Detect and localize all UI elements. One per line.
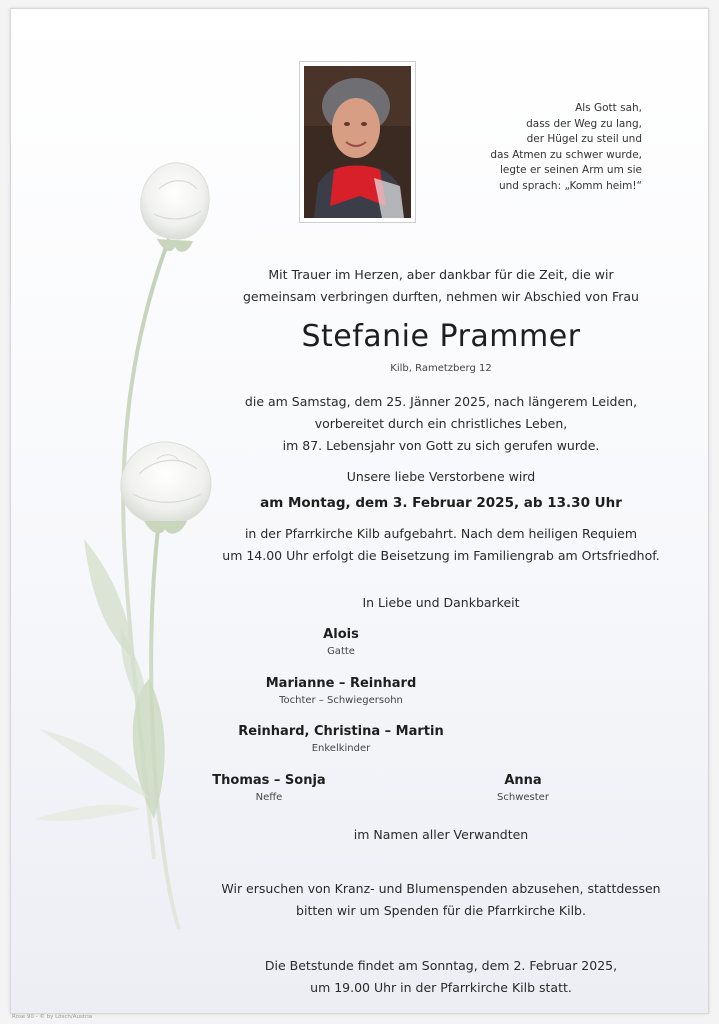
donations-line: Wir ersuchen von Kranz- und Blumenspenden abzusehen, stattdessen (221, 881, 661, 896)
donations-notice (221, 878, 661, 922)
intro-line: Mit Trauer im Herzen, aber dankbar für die Zeit, die wir (268, 267, 614, 282)
death-line: im 87. Lebensjahr von Gott zu sich gerufen wurde. (282, 438, 600, 453)
prayer-notice (221, 955, 661, 999)
deceased-name: Stefanie Prammer (301, 319, 581, 354)
portrait-photo (299, 61, 416, 223)
donations-line: bitten wir um Spenden für die Pfarrkirche Kilb. (296, 903, 586, 918)
mourner-role: Neffe (255, 792, 283, 803)
death-line: die am Samstag, dem 25. Jänner 2025, nach längerem Leiden, (244, 394, 638, 409)
mourner (453, 773, 593, 803)
relatives-line: im Namen aller Verwandten (353, 827, 529, 842)
mourner (189, 773, 349, 803)
mourner-name: Thomas – Sonja (212, 773, 326, 788)
poem-line: und sprach: „Komm heim!“ (498, 179, 642, 192)
service-line: um 14.00 Uhr erfolgt die Beisetzung im Familiengrab am Ortsfriedhof. (222, 548, 660, 563)
mourner-name: Reinhard, Christina – Martin (238, 724, 444, 739)
poem-line: dass der Weg zu lang, (526, 117, 642, 130)
viewing-intro: Unsere liebe Verstorbene wird (346, 469, 536, 484)
mourner-role: Tochter – Schwiegersohn (279, 695, 403, 706)
thanks-line: In Liebe und Dankbarkeit (362, 595, 520, 610)
deceased-address: Kilb, Rametzberg 12 (390, 363, 492, 374)
service-line: in der Pfarrkirche Kilb aufgebahrt. Nach dem heiligen Requiem (244, 526, 638, 541)
mourner-role: Gatte (327, 646, 355, 657)
poem (412, 101, 642, 194)
mourner (201, 724, 481, 754)
copyright-footer: Rose 90 - © by Lösch/Austria (12, 1014, 93, 1020)
intro-text (221, 264, 661, 308)
mourner-role: Enkelkinder (311, 743, 371, 754)
mourner-name: Anna (504, 773, 542, 788)
poem-line: legte er seinen Arm um sie (500, 164, 642, 176)
mourner-name: Marianne – Reinhard (265, 676, 417, 691)
prayer-line: Die Betstunde findet am Sonntag, dem 2. Februar 2025, (264, 958, 618, 973)
mourner-role: Schwester (497, 792, 549, 803)
death-line: vorbereitet durch ein christliches Leben, (314, 416, 568, 431)
mourner (221, 676, 461, 706)
poem-line: Als Gott sah, (575, 102, 642, 114)
mourner (241, 627, 441, 657)
portrait-image (304, 66, 411, 218)
death-notice (221, 391, 661, 457)
obituary-card (10, 8, 709, 1014)
service-info (221, 523, 661, 567)
intro-line: gemeinsam verbringen durften, nehmen wir Abschied von Frau (243, 289, 639, 304)
mourner-name: Alois (323, 627, 359, 642)
white-rose-illustration (29, 159, 229, 939)
prayer-line: um 19.00 Uhr in der Pfarrkirche Kilb statt. (310, 980, 572, 995)
poem-line: der Hügel zu steil und (526, 133, 642, 145)
poem-line: das Atmen zu schwer wurde, (490, 148, 642, 161)
viewing-date: am Montag, dem 3. Februar 2025, ab 13.30 Uhr (260, 495, 622, 511)
